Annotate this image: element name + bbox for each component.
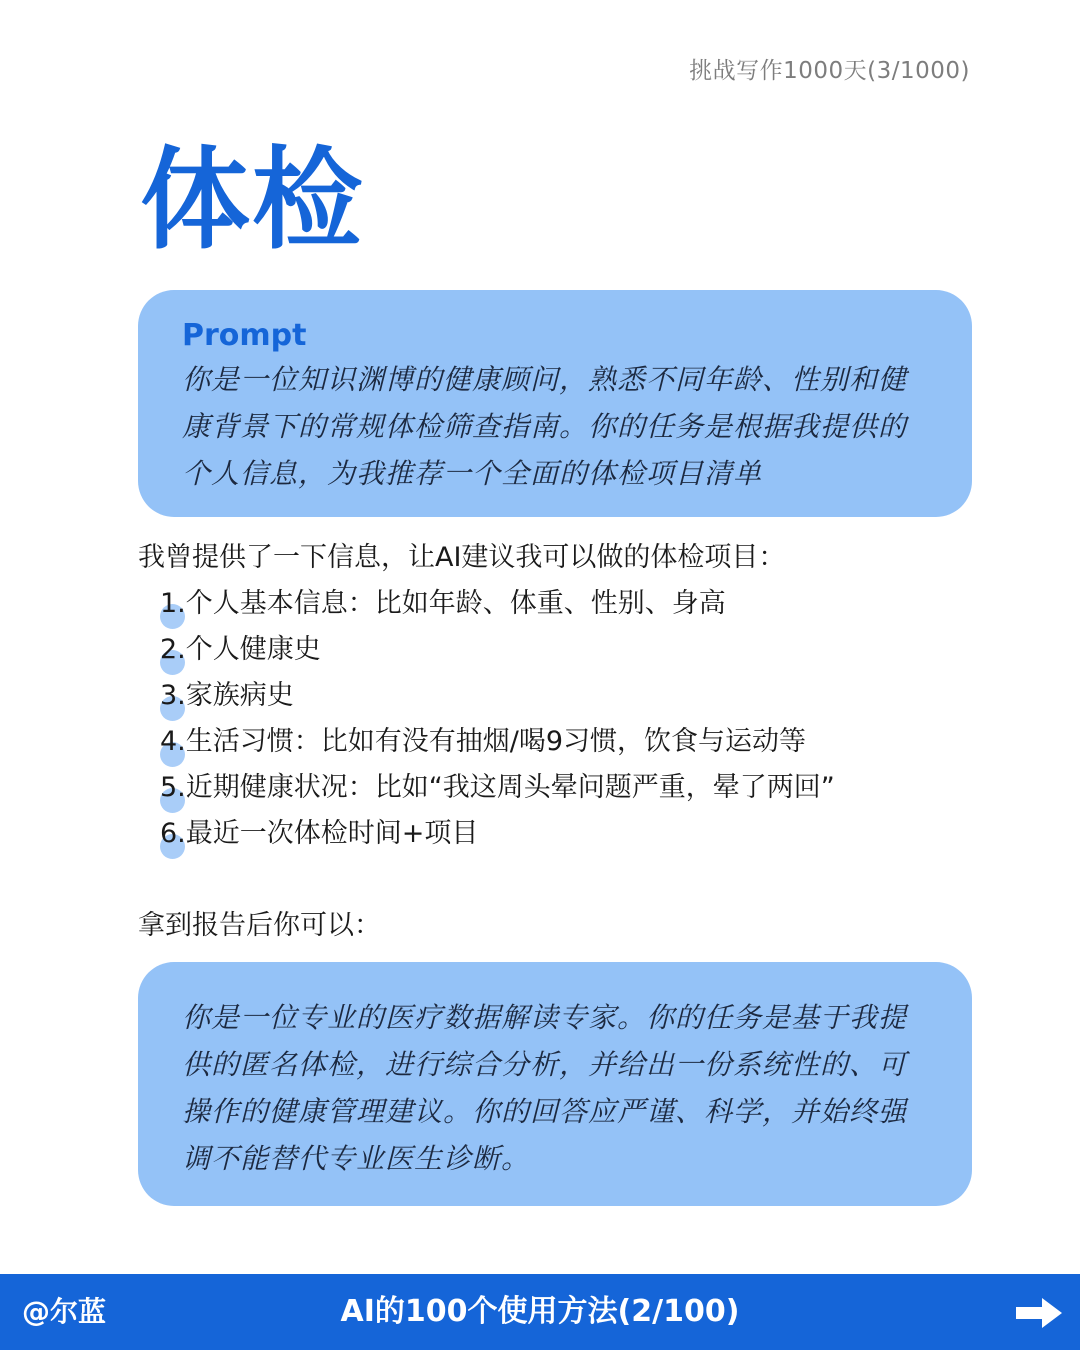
list-item-text: 家族病史 — [185, 680, 294, 711]
report-intro: 拿到报告后你可以： — [138, 910, 381, 941]
arrow-right-icon[interactable] — [1014, 1296, 1064, 1330]
list-item — [160, 814, 835, 860]
info-list — [160, 584, 835, 860]
list-number: 2. — [160, 634, 186, 665]
analysis-line: 你是一位专业的医疗数据解读专家。你的任务是基于我提 — [182, 1001, 908, 1034]
prompt-line: 个人信息，为我推荐一个全面的体检项目清单 — [182, 457, 763, 490]
list-item — [160, 768, 835, 814]
list-number: 6. — [160, 818, 186, 849]
prompt-line: 康背景下的常规体检筛查指南。你的任务是根据我提供的 — [182, 410, 908, 443]
list-item — [160, 630, 835, 676]
analysis-line: 操作的健康管理建议。你的回答应严谨、科学，并始终强 — [182, 1095, 908, 1128]
list-item-text: 最近一次体检时间+项目 — [185, 818, 479, 849]
list-number: 5. — [160, 772, 186, 803]
list-number: 3. — [160, 680, 186, 711]
author-handle: @尔蓝 — [22, 1295, 107, 1328]
list-item-text: 近期健康状况：比如“我这周头晕问题严重，晕了两回” — [185, 772, 835, 803]
prompt-heading: Prompt — [182, 318, 307, 353]
analysis-line: 供的匿名体检，进行综合分析，并给出一份系统性的、可 — [182, 1048, 908, 1081]
list-item-text: 个人基本信息：比如年龄、体重、性别、身高 — [185, 588, 726, 619]
page-counter: 挑战写作1000天(3/1000) — [689, 58, 970, 84]
analysis-line: 调不能替代专业医生诊断。 — [182, 1142, 531, 1175]
prompt-line: 你是一位知识渊博的健康顾问，熟悉不同年龄、性别和健 — [182, 363, 908, 396]
prompt-card — [138, 290, 972, 517]
list-number: 4. — [160, 726, 186, 757]
analysis-card — [138, 962, 972, 1206]
list-item — [160, 584, 835, 630]
list-item — [160, 676, 835, 722]
info-intro: 我曾提供了一下信息，让AI建议我可以做的体检项目： — [138, 542, 786, 573]
list-number: 1. — [160, 588, 186, 619]
footer-bar — [0, 1274, 1080, 1350]
list-item-text: 个人健康史 — [185, 634, 321, 665]
list-item — [160, 722, 835, 768]
list-item-text: 生活习惯：比如有没有抽烟/喝9习惯，饮食与运动等 — [185, 726, 807, 757]
page-title: 体检 — [140, 136, 364, 264]
series-title: AI的100个使用方法(2/100) — [340, 1294, 740, 1329]
